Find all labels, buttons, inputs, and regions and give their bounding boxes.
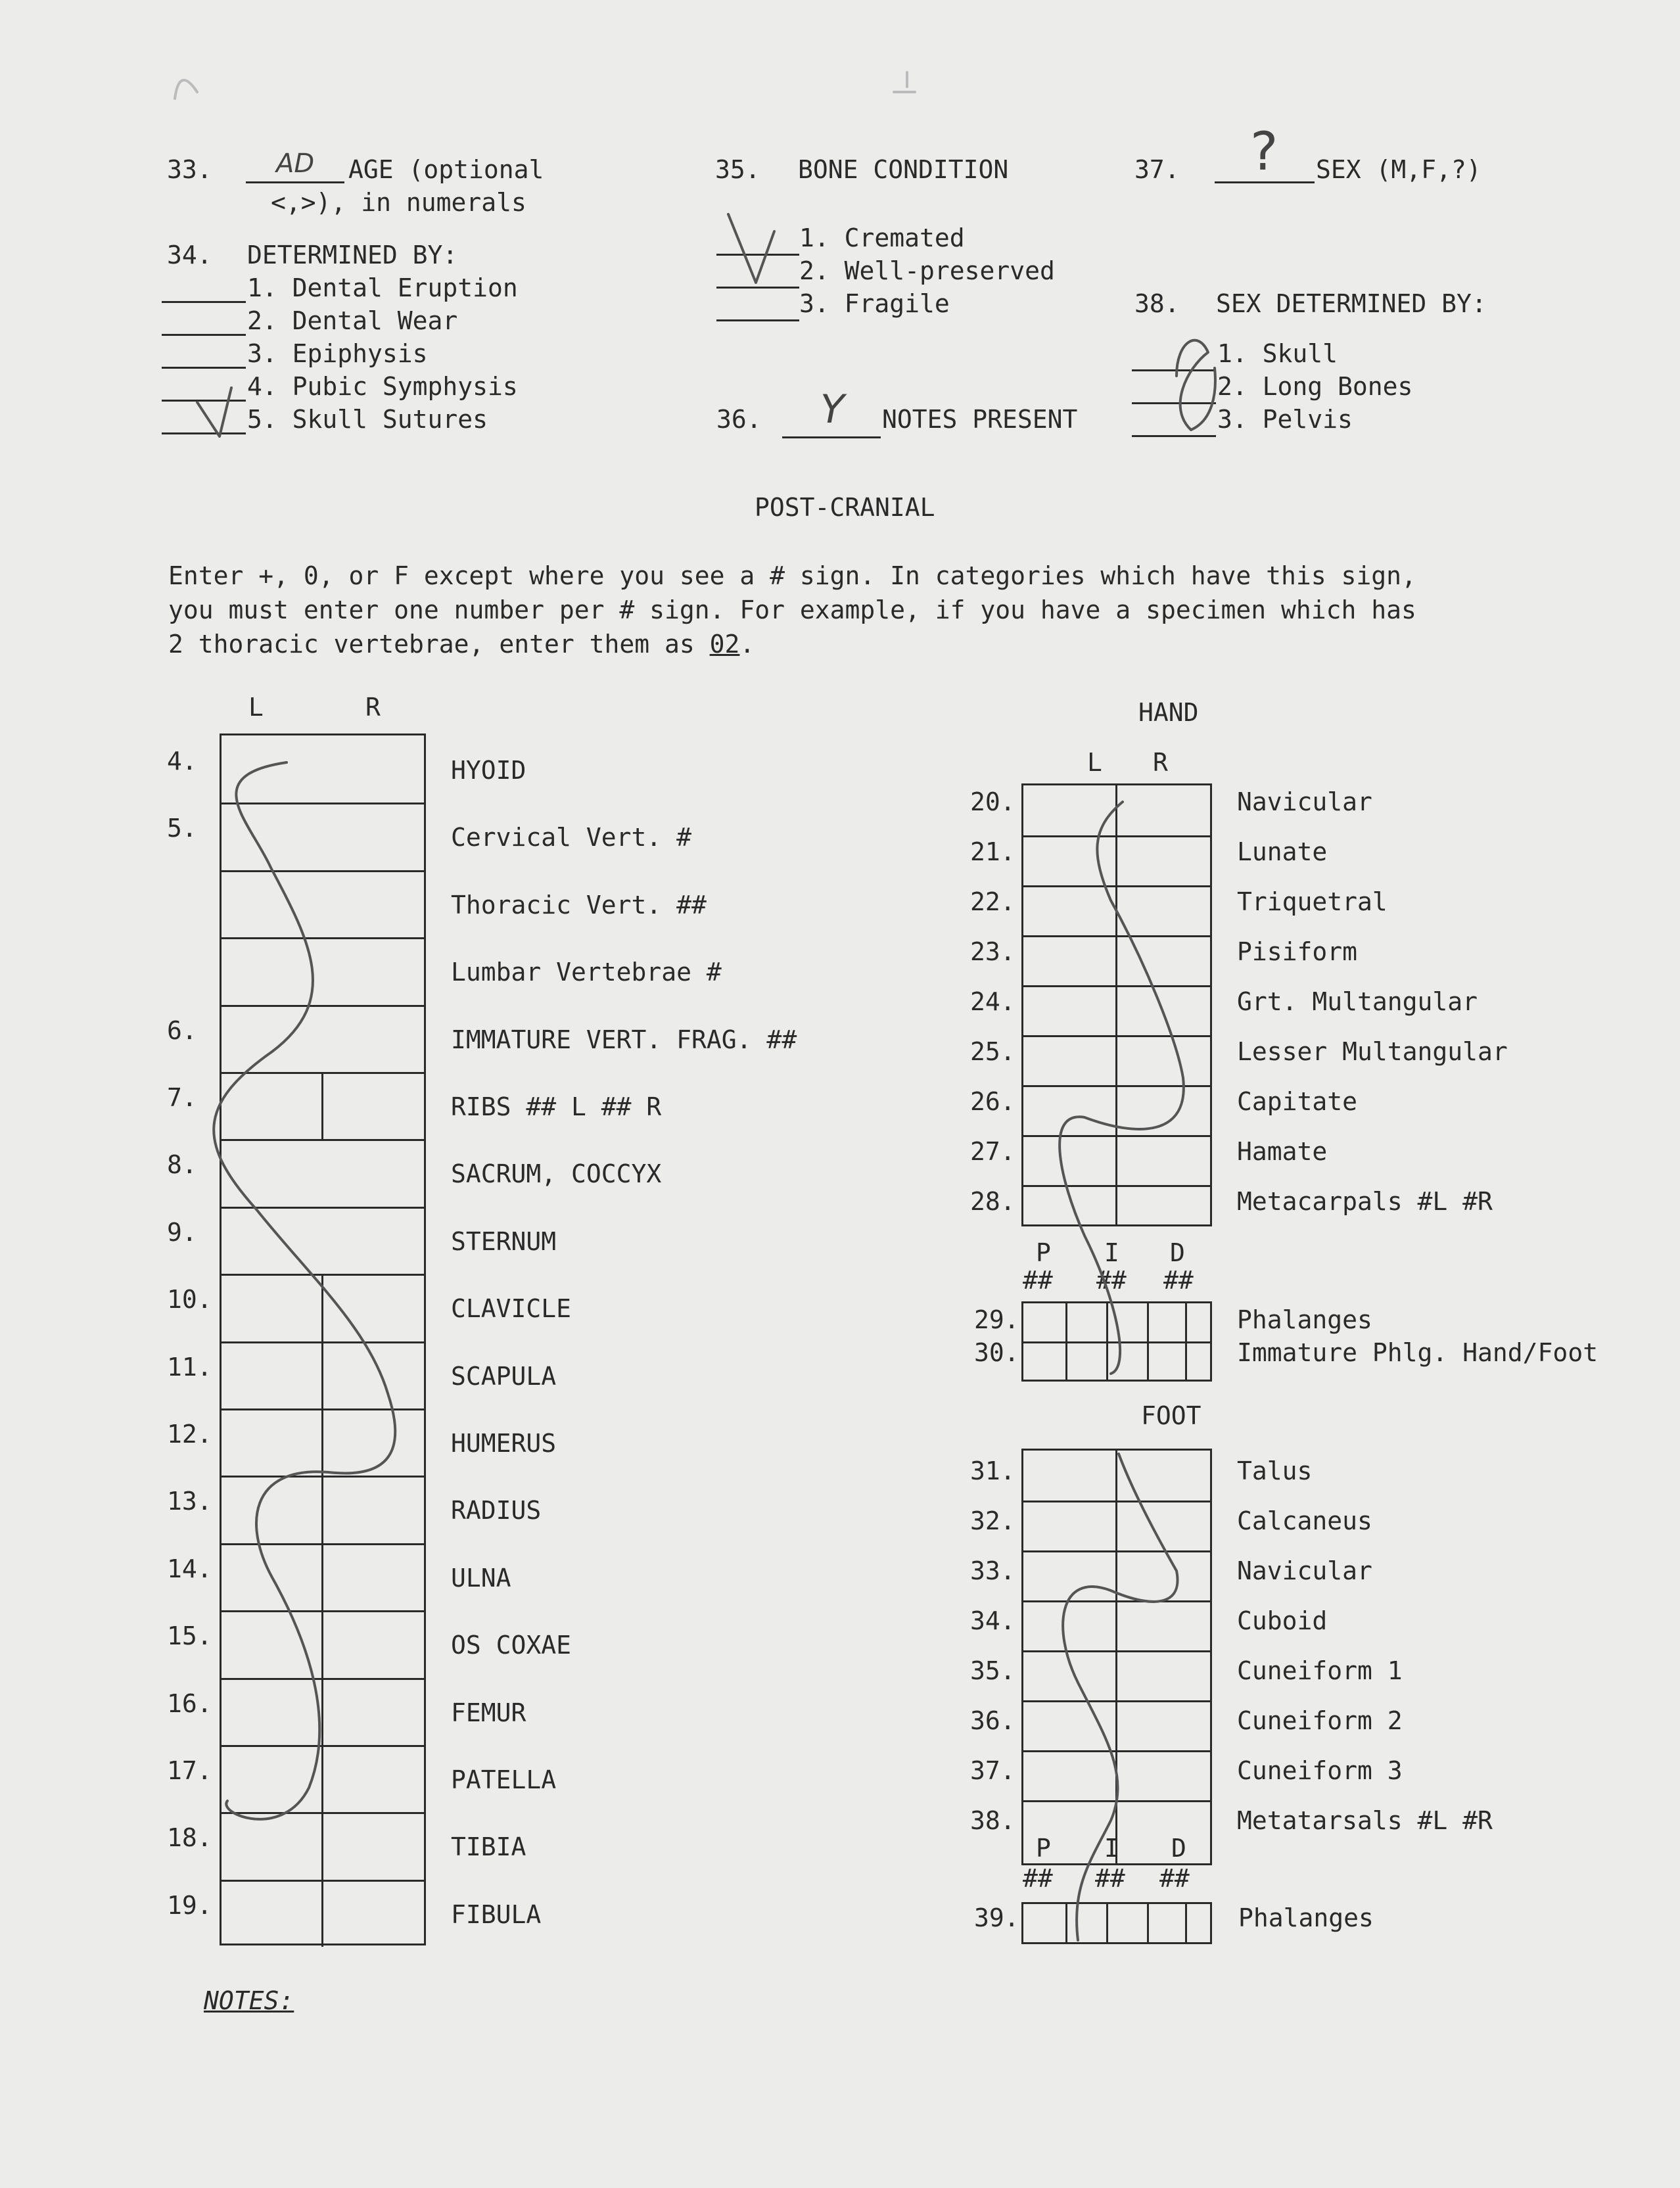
q38-option-3: 3. Pelvis	[1217, 405, 1353, 434]
q38-option-2-field[interactable]	[1132, 402, 1216, 404]
foot-phalanges-grid[interactable]	[1021, 1902, 1212, 1944]
left-row-label: RADIUS	[451, 1496, 542, 1525]
left-col-header-l: L	[248, 693, 264, 722]
foot-row-number: 38.	[970, 1806, 1015, 1835]
hand-row-label: Pisiform	[1237, 937, 1358, 966]
hand-grid-row-divider	[1023, 835, 1210, 837]
q37-label: SEX (M,F,?)	[1316, 155, 1482, 184]
left-row-number: 11.	[167, 1352, 212, 1382]
hand-row-label: Lunate	[1237, 837, 1328, 866]
hand-row-number: 25.	[970, 1037, 1015, 1066]
left-row-number: 14.	[167, 1554, 212, 1583]
left-row-number: 18.	[167, 1823, 212, 1853]
q33-age-field[interactable]	[246, 181, 344, 183]
hand-grid-row-divider	[1023, 1135, 1210, 1137]
left-row-number: 19.	[167, 1890, 212, 1920]
q34-option-2-field[interactable]	[162, 334, 246, 336]
left-row-number: 15.	[167, 1621, 212, 1651]
foot-grid-row-divider	[1023, 1501, 1210, 1502]
left-grid-row-divider	[222, 1005, 424, 1007]
foot-pid-d-mark: ##	[1159, 1864, 1190, 1893]
foot-row-39-label: Phalanges	[1238, 1903, 1374, 1932]
hand-row-number: 23.	[970, 937, 1015, 966]
q35-option-1-field[interactable]	[716, 254, 799, 256]
foot-row-number: 34.	[970, 1606, 1015, 1635]
foot-row-label: Cuneiform 2	[1237, 1706, 1403, 1735]
foot-grid-row-divider	[1023, 1750, 1210, 1752]
left-row-label: FEMUR	[451, 1698, 526, 1727]
left-row-label: HYOID	[451, 756, 526, 785]
hand-grid-row-divider	[1023, 885, 1210, 887]
foot-grid-row-divider	[1023, 1600, 1210, 1602]
instructions-example: 02	[709, 630, 740, 659]
foot-row-39-number: 39.	[974, 1903, 1019, 1932]
hand-row-30-label: Immature Phlg. Hand/Foot	[1237, 1338, 1598, 1367]
foot-grid-row-divider	[1023, 1800, 1210, 1802]
foot-row-label: Cuboid	[1237, 1606, 1328, 1635]
q35-check-mark	[728, 214, 774, 283]
hand-row-number: 27.	[970, 1137, 1015, 1166]
section-title: POST-CRANIAL	[755, 493, 935, 522]
left-row-label: TIBIA	[451, 1832, 526, 1862]
q37-number: 37.	[1134, 155, 1180, 184]
left-row-label: HUMERUS	[451, 1429, 557, 1458]
foot-pid-p: P	[1036, 1834, 1051, 1863]
hand-row-29-label: Phalanges	[1237, 1305, 1372, 1334]
left-row-label: SCAPULA	[451, 1361, 557, 1391]
instructions-line-3	[168, 630, 755, 659]
left-row-number: 4.	[167, 747, 197, 776]
q34-option-1-field[interactable]	[162, 301, 246, 303]
q34-option-4-field[interactable]	[162, 400, 246, 402]
q33-number: 33.	[167, 155, 212, 184]
q33-label: AGE (optional	[348, 155, 544, 184]
instructions-line-1: Enter +, 0, or F except where you see a # sign. In categories which have this sign,	[168, 561, 1416, 590]
hand-row-number: 28.	[970, 1187, 1015, 1216]
left-grid-lr-divider	[321, 1274, 323, 1947]
foot-row-label: Calcaneus	[1237, 1506, 1372, 1535]
q33-label-2: <,>), in numerals	[271, 188, 526, 217]
left-row-number: 6.	[167, 1015, 197, 1045]
hand-grid-row-divider	[1023, 1185, 1210, 1187]
foot-pid-p-mark: ##	[1023, 1864, 1053, 1893]
hand-grid-row-divider	[1023, 1035, 1210, 1037]
foot-title: FOOT	[1141, 1401, 1202, 1430]
hand-row-label: Grt. Multangular	[1237, 987, 1478, 1016]
hand-pid-d: D	[1170, 1238, 1185, 1267]
hand-row-label: Capitate	[1237, 1087, 1358, 1116]
instructions-line-2: you must enter one number per # sign. For example, if you have a specimen which has	[168, 595, 1416, 624]
q36-notes-field[interactable]	[782, 436, 881, 438]
q38-label: SEX DETERMINED BY:	[1216, 289, 1487, 318]
hand-title: HAND	[1138, 698, 1199, 727]
hand-row-label: Lesser Multangular	[1237, 1037, 1508, 1066]
q34-option-3: 3. Epiphysis	[247, 339, 428, 368]
q35-option-2-field[interactable]	[716, 287, 799, 289]
left-grid-row-divider	[222, 1139, 424, 1141]
left-row-label: OS COXAE	[451, 1631, 572, 1660]
q34-label: DETERMINED BY:	[247, 241, 458, 269]
left-row-number: 16.	[167, 1688, 212, 1718]
hand-row-number: 21.	[970, 837, 1015, 866]
left-grid-row-divider	[222, 870, 424, 872]
q34-option-5-field[interactable]	[162, 432, 246, 434]
q36-label: NOTES PRESENT	[882, 405, 1078, 434]
left-row-label: ULNA	[451, 1563, 511, 1593]
q38-option-1: 1. Skull	[1217, 339, 1338, 368]
left-row-label: Thoracic Vert. ##	[451, 890, 707, 919]
left-row-number: 9.	[167, 1217, 197, 1247]
left-row-label: FIBULA	[451, 1899, 542, 1929]
left-bones-grid[interactable]	[220, 733, 426, 1945]
left-row-label: SACRUM, COCCYX	[451, 1159, 662, 1189]
q38-option-3-field[interactable]	[1132, 435, 1216, 437]
hand-row-label: Triquetral	[1237, 887, 1388, 916]
foot-row-label: Navicular	[1237, 1556, 1372, 1585]
hand-row-label: Hamate	[1237, 1137, 1328, 1166]
q37-value: ?	[1250, 121, 1278, 182]
foot-row-label: Cuneiform 3	[1237, 1756, 1403, 1785]
q33-age-value: AD	[276, 149, 315, 179]
q36-value: Y	[820, 386, 845, 432]
foot-row-number: 35.	[970, 1656, 1015, 1685]
q35-option-2: 2. Well-preserved	[799, 256, 1055, 285]
hand-phalanges-grid[interactable]	[1021, 1301, 1212, 1382]
q34-option-3-field[interactable]	[162, 367, 246, 369]
left-grid-row-divider	[222, 1207, 424, 1209]
left-grid-lr-divider	[321, 1072, 323, 1139]
q34-option-1: 1. Dental Eruption	[247, 273, 518, 302]
hand-col-header-l: L	[1087, 748, 1102, 777]
q38-check-mark	[1177, 340, 1215, 430]
q35-option-3-field[interactable]	[716, 319, 799, 321]
foot-pid-i-mark: ##	[1095, 1864, 1125, 1893]
left-row-number: 8.	[167, 1150, 197, 1180]
notes-label: NOTES:	[204, 1986, 294, 2015]
hand-pid-p: P	[1036, 1238, 1051, 1267]
left-row-label: IMMATURE VERT. FRAG. ##	[451, 1025, 797, 1054]
hand-bones-grid[interactable]	[1021, 783, 1212, 1226]
left-row-label: CLAVICLE	[451, 1294, 572, 1324]
left-row-number: 12.	[167, 1420, 212, 1449]
hand-row-number: 26.	[970, 1087, 1015, 1116]
q36-number: 36.	[716, 405, 762, 434]
foot-row-label: Cuneiform 1	[1237, 1656, 1403, 1685]
hand-row-29-number: 29.	[974, 1305, 1019, 1334]
left-row-label: Cervical Vert. #	[451, 823, 692, 852]
hand-pid-d-mark: ##	[1163, 1266, 1194, 1295]
hand-col-header-r: R	[1153, 748, 1168, 777]
q35-label: BONE CONDITION	[798, 155, 1009, 184]
left-row-number: 7.	[167, 1083, 197, 1112]
foot-row-number: 32.	[970, 1506, 1015, 1535]
foot-grid-row-divider	[1023, 1650, 1210, 1652]
left-row-number: 17.	[167, 1756, 212, 1785]
foot-pid-d: D	[1171, 1834, 1186, 1863]
left-row-label: Lumbar Vertebrae #	[451, 958, 722, 987]
q35-number: 35.	[715, 155, 760, 184]
q34-number: 34.	[167, 241, 212, 269]
foot-grid-row-divider	[1023, 1700, 1210, 1702]
left-row-number: 10.	[167, 1285, 212, 1315]
q38-number: 38.	[1134, 289, 1180, 318]
foot-row-number: 33.	[970, 1556, 1015, 1585]
left-row-label: STERNUM	[451, 1226, 557, 1256]
left-grid-row-divider	[222, 937, 424, 939]
foot-row-number: 37.	[970, 1756, 1015, 1785]
foot-row-number: 31.	[970, 1456, 1015, 1485]
q38-option-2: 2. Long Bones	[1217, 372, 1413, 401]
foot-row-label: Metatarsals #L #R	[1237, 1806, 1493, 1835]
hand-pid-i-mark: ##	[1096, 1266, 1127, 1295]
foot-grid-row-divider	[1023, 1550, 1210, 1552]
foot-row-number: 36.	[970, 1706, 1015, 1735]
hand-row-label: Navicular	[1237, 787, 1372, 816]
left-col-header-r: R	[365, 693, 381, 722]
hand-row-number: 20.	[970, 787, 1015, 816]
q34-check-mark	[197, 388, 231, 436]
foot-pid-i: I	[1104, 1834, 1119, 1863]
q35-option-3: 3. Fragile	[799, 289, 950, 318]
q35-option-1: 1. Cremated	[799, 223, 965, 252]
instructions-line-3-end: .	[739, 630, 755, 659]
q34-option-4: 4. Pubic Symphysis	[247, 372, 518, 401]
hand-pid-p-mark: ##	[1023, 1266, 1053, 1295]
left-grid-row-divider	[222, 803, 424, 804]
left-row-label: RIBS ## L ## R	[451, 1092, 662, 1121]
hand-row-number: 22.	[970, 887, 1015, 916]
foot-row-label: Talus	[1237, 1456, 1313, 1485]
instructions-line-3-text: 2 thoracic vertebrae, enter them as	[168, 630, 695, 659]
q34-option-5: 5. Skull Sutures	[247, 405, 488, 434]
q38-option-1-field[interactable]	[1132, 369, 1216, 371]
hand-grid-row-divider	[1023, 985, 1210, 987]
hand-grid-row-divider	[1023, 935, 1210, 937]
hand-grid-lr-divider	[1115, 785, 1117, 1224]
hand-grid-row-divider	[1023, 1085, 1210, 1087]
left-row-label: PATELLA	[451, 1765, 557, 1794]
q34-option-2: 2. Dental Wear	[247, 306, 458, 335]
left-row-number: 13.	[167, 1487, 212, 1516]
hand-pid-i: I	[1104, 1238, 1119, 1267]
hand-row-label: Metacarpals #L #R	[1237, 1187, 1493, 1216]
left-row-number: 5.	[167, 814, 197, 843]
hand-row-number: 24.	[970, 987, 1015, 1016]
hand-row-30-number: 30.	[974, 1338, 1019, 1367]
foot-bones-grid[interactable]	[1021, 1449, 1212, 1865]
